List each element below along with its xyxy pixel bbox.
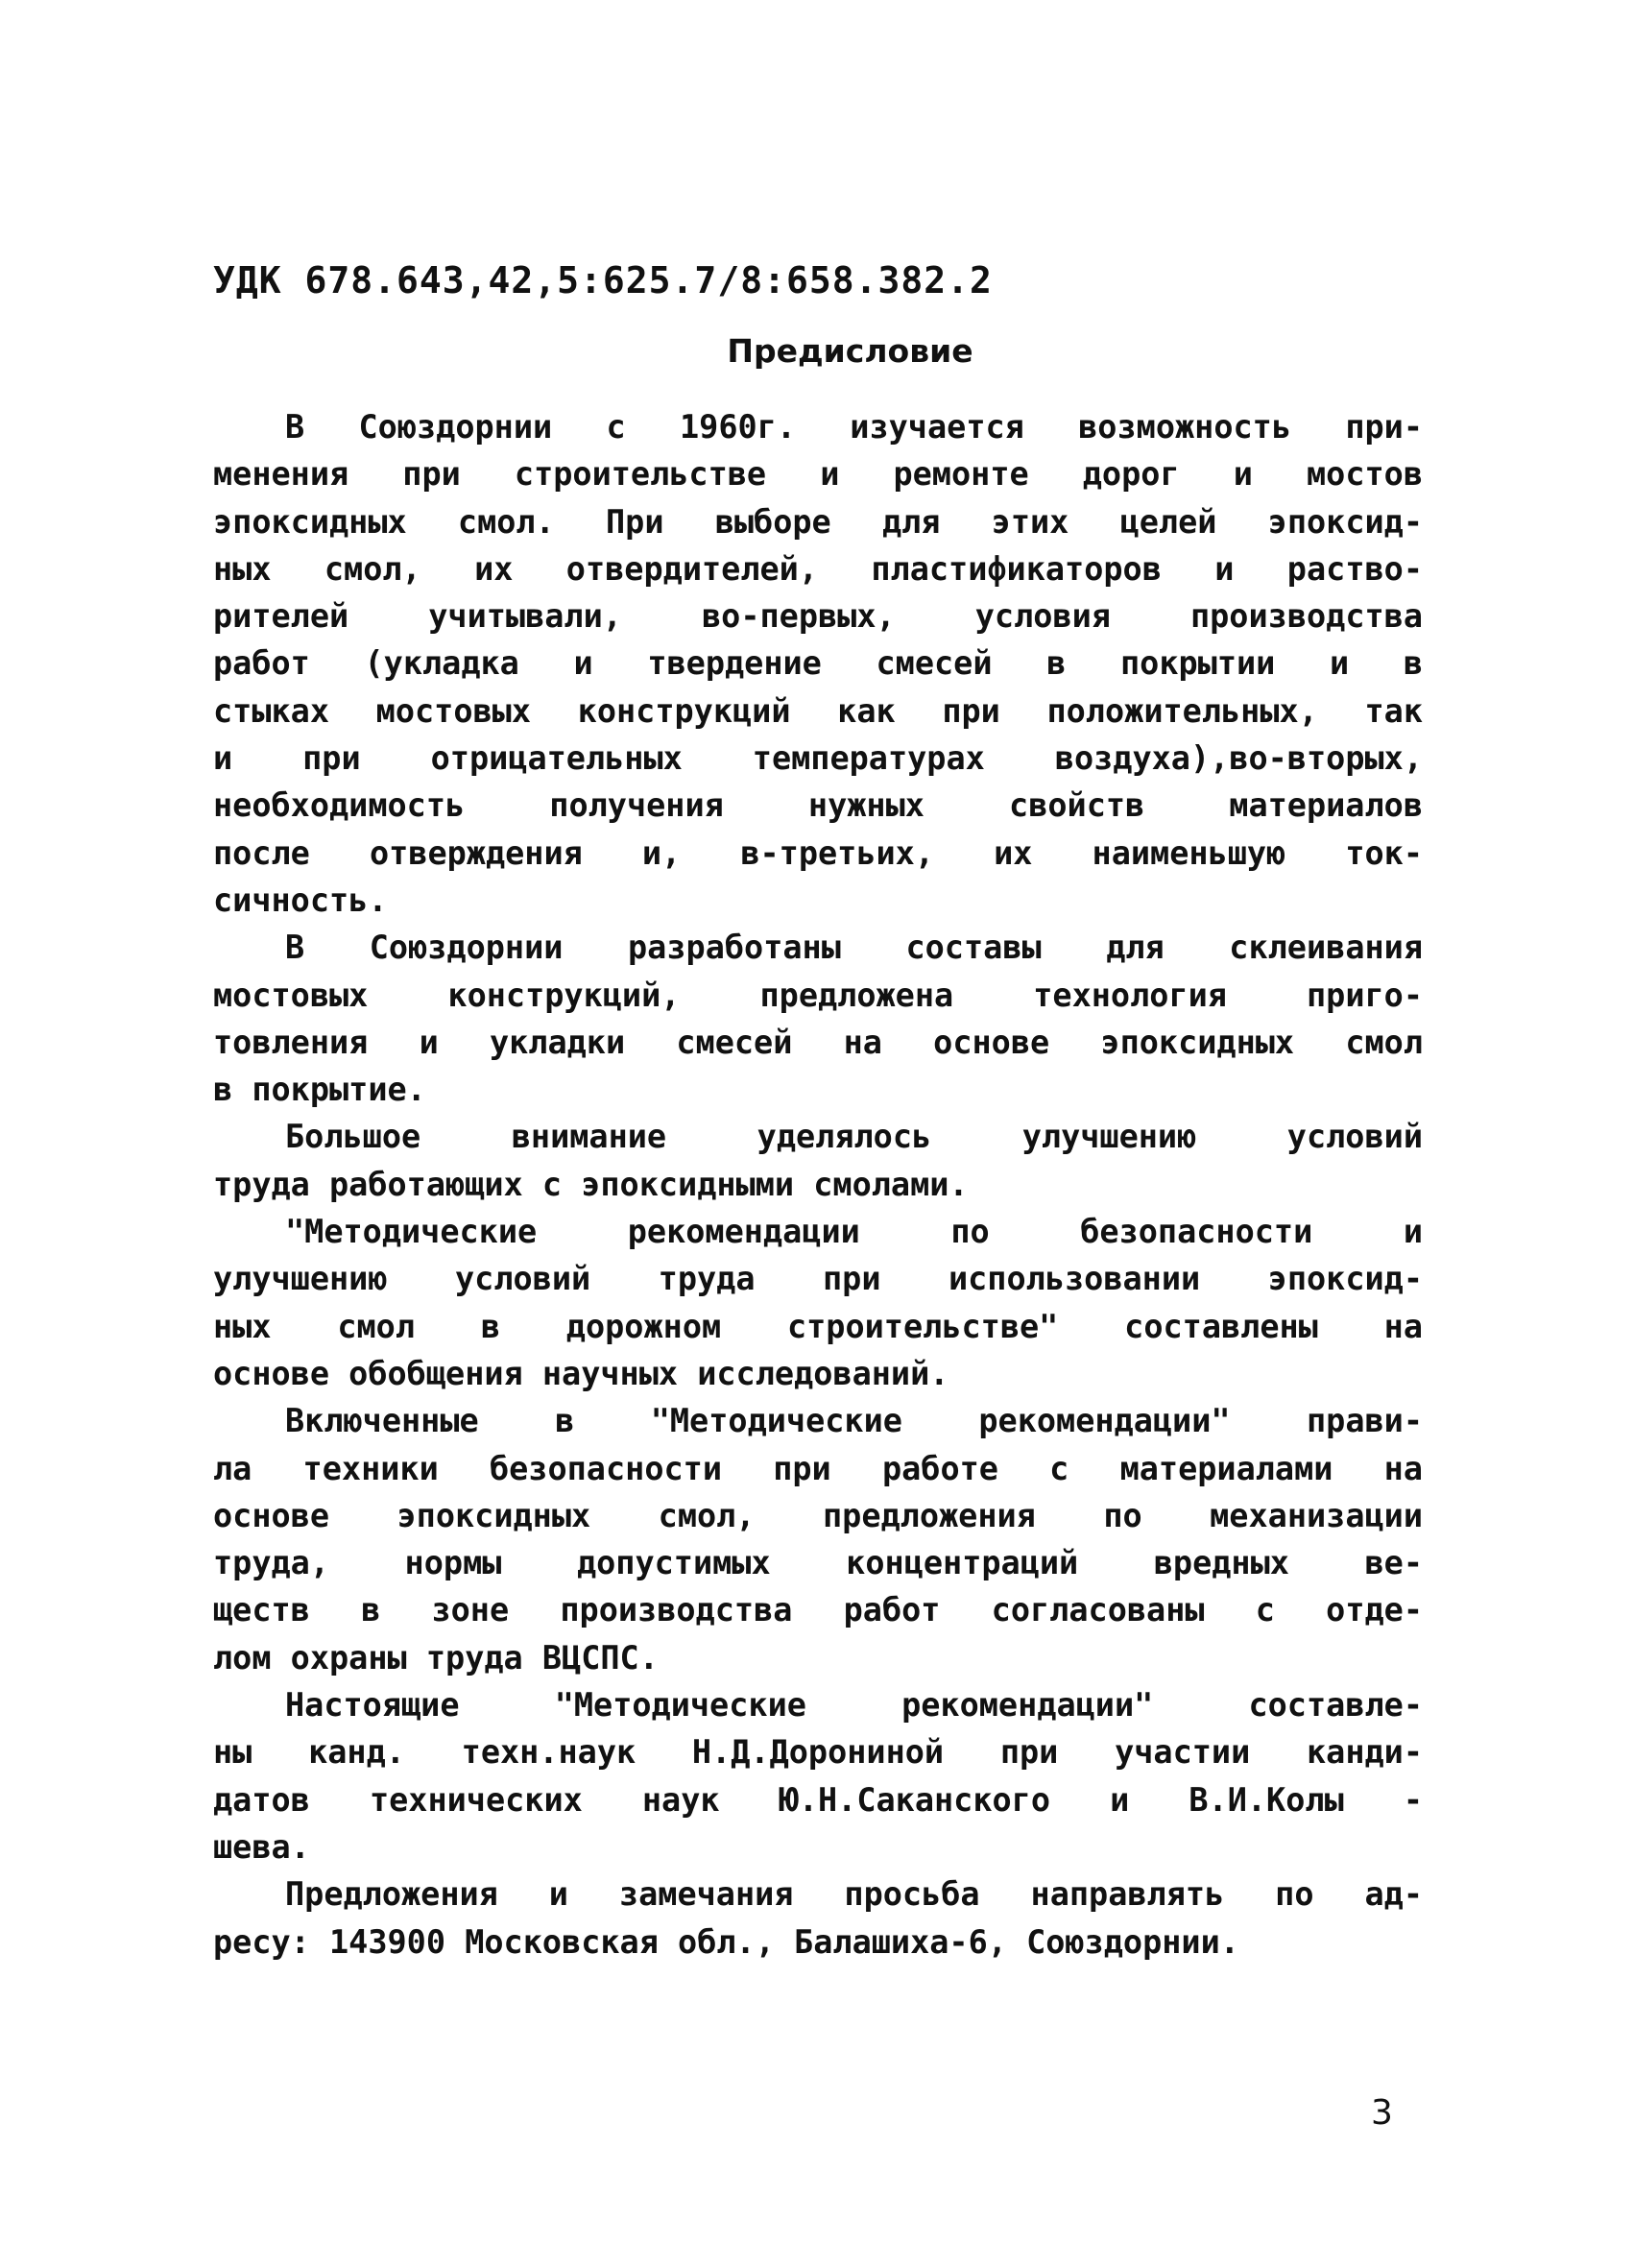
text-line: основе эпоксидных смол, предложения по механизации	[213, 1496, 1423, 1534]
text-line: В Союздорнии разработаны составы для склеивания	[285, 929, 1423, 967]
paragraph	[213, 1397, 1423, 1681]
text-line: и при отрицательных температурах воздуха),во-вторых,	[213, 739, 1423, 778]
text-line: Предложения и замечания просьба направлять по ад-	[285, 1875, 1423, 1914]
text-line: датов технических наук Ю.Н.Саканского и В.И.Колы -	[213, 1780, 1423, 1819]
text-line: необходимость получения нужных свойств материалов	[213, 786, 1423, 825]
text-line: В Союздорнии с 1960г. изучается возможность при-	[285, 408, 1423, 446]
paragraph	[213, 403, 1423, 924]
page-number: 3	[1371, 2093, 1393, 2133]
paragraph	[213, 1681, 1423, 1870]
text-line: ла техники безопасности при работе с материалами на	[213, 1449, 1423, 1487]
text-line: ресу: 143900 Московская обл., Балашиха-6, Союздорнии.	[213, 1922, 1239, 1961]
text-line: труда работающих с эпоксидными смолами.	[213, 1165, 969, 1203]
text-line: труда, нормы допустимых концентраций вредных ве-	[213, 1544, 1423, 1582]
paragraph	[213, 924, 1423, 1113]
text-line: менения при строительстве и ремонте дорог и мостов	[213, 455, 1423, 494]
text-line: сичность.	[213, 881, 388, 919]
text-line: ществ в зоне производства работ согласованы с отде-	[213, 1591, 1423, 1629]
text-line: ны канд. техн.наук Н.Д.Дорониной при участии канди-	[213, 1733, 1423, 1772]
paragraph	[213, 1870, 1423, 1966]
text-line: в покрытие.	[213, 1071, 426, 1109]
paragraph	[213, 1208, 1423, 1397]
text-line: основе обобщения научных исследований.	[213, 1354, 949, 1392]
page-title: Предисловие	[727, 332, 973, 370]
text-line: ных смол в дорожном строительстве" составлены на	[213, 1307, 1423, 1345]
text-line: Настоящие "Методические рекомендации" составле-	[285, 1686, 1423, 1725]
text-line: товления и укладки смесей на основе эпоксидных смол	[213, 1023, 1423, 1061]
text-line: шева.	[213, 1827, 310, 1866]
text-line: "Методические рекомендации по безопасности и	[285, 1213, 1423, 1251]
preface-body	[213, 403, 1423, 1966]
text-line: после отверждения и, в-третьих, их наименьшую ток-	[213, 833, 1423, 872]
text-line: ных смол, их отвердителей, пластификаторов и раство-	[213, 549, 1423, 588]
text-line: стыках мостовых конструкций как при положительных, так	[213, 691, 1423, 730]
text-line: Включенные в "Методические рекомендации" прави-	[285, 1402, 1423, 1440]
text-line: лом охраны труда ВЦСПС.	[213, 1638, 659, 1677]
text-line: мостовых конструкций, предложена технология приго-	[213, 976, 1423, 1014]
text-line: работ (укладка и твердение смесей в покрытии и в	[213, 644, 1423, 683]
paragraph	[213, 1113, 1423, 1208]
text-line: Большое внимание уделялось улучшению условий	[285, 1118, 1423, 1156]
text-line: рителей учитывали, во-первых, условия производства	[213, 597, 1423, 636]
udk-code: УДК 678.643,42,5:625.7/8:658.382.2	[213, 259, 993, 302]
text-line: улучшению условий труда при использовании эпоксид-	[213, 1260, 1423, 1298]
text-line: эпоксидных смол. При выборе для этих целей эпоксид-	[213, 502, 1423, 541]
